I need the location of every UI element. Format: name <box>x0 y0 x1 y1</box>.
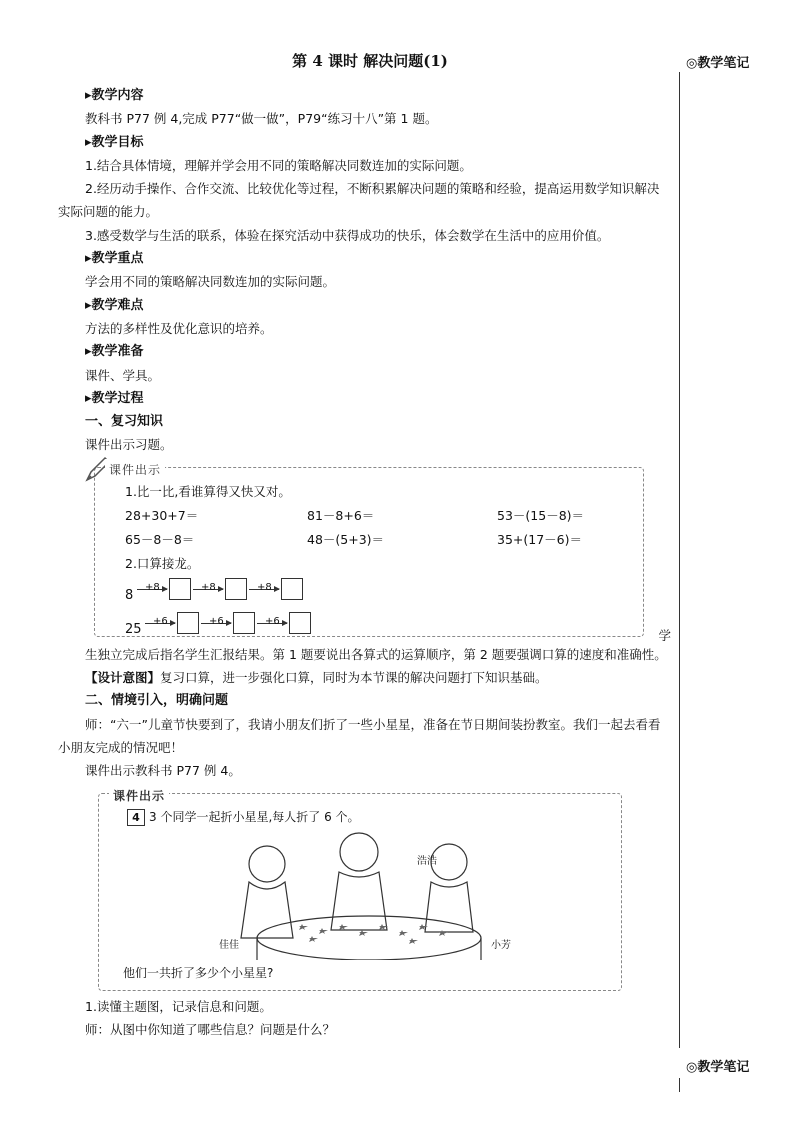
answer-box <box>289 612 311 634</box>
paragraph: 教科书 P77 例 4,完成 P77“做一做”，P79“练习十八”第 1 题。 <box>85 111 438 127</box>
expression: 48－(5+3)＝ <box>307 531 385 547</box>
section-heading: ▸教学内容 <box>85 88 144 103</box>
name-label: 小芳 <box>491 939 511 951</box>
arrow-icon: +6 <box>145 623 175 624</box>
answer-box <box>169 578 191 600</box>
mental-math-chain-1 <box>125 578 345 604</box>
paragraph: 学会用不同的策略解决同数连加的实际问题。 <box>85 274 336 290</box>
paragraph: 2.经历动手操作、合作交流、比较优化等过程，不断积累解决问题的策略和经验，提高运用数学知识解决实际问题的能力。 <box>58 181 660 220</box>
expression: 35+(17－6)＝ <box>497 531 582 547</box>
paragraph: 3.感受数学与生活的联系，体验在探究活动中获得成功的快乐，体会数学在生活中的应用价值。 <box>85 227 610 243</box>
arrow-icon: +8 <box>249 589 279 590</box>
paragraph: 方法的多样性及优化意识的培养。 <box>85 320 273 336</box>
name-label: 佳佳 <box>219 939 239 951</box>
section-heading: ▸教学重点 <box>85 251 144 267</box>
answer-box <box>281 578 303 600</box>
step-heading: 二、情境引入，明确问题 <box>85 693 229 709</box>
section-heading: ▸教学准备 <box>85 344 144 360</box>
notes-label-top: ◎教学笔记 <box>686 56 750 71</box>
section-heading: ▸教学目标 <box>85 134 144 150</box>
design-intent <box>58 666 670 689</box>
chain-start: 25 <box>125 621 142 637</box>
page-title: 第 4 课时 解决问题(1) <box>292 52 448 70</box>
problem-text: 3 个同学一起折小星星,每人折了 6 个。 <box>149 809 360 824</box>
design-text: 复习口算，进一步强化口算，同时为本节课的解决问题打下知识基础。 <box>160 670 548 686</box>
margin-divider <box>679 72 680 1048</box>
slide-tag: 课件出示 <box>105 459 165 482</box>
paragraph: 生独立完成后指名学生汇报结果。第 1 题要说出各算式的运算顺序，第 2 题要强调口算的速度和准确性。 <box>85 646 667 662</box>
paragraph: 课件出示教科书 P77 例 4。 <box>85 763 241 779</box>
mental-math-chain-2 <box>125 612 345 638</box>
paragraph: 课件、学具。 <box>85 367 161 383</box>
arrow-icon: +8 <box>137 589 167 590</box>
design-tag: 【设计意图】 <box>85 670 161 686</box>
paragraph: 1.读懂主题图，记录信息和问题。 <box>85 998 272 1014</box>
answer-box <box>225 578 247 600</box>
overflow-char: 学 <box>658 628 671 644</box>
name-label: 浩浩 <box>417 855 437 867</box>
paragraph: 师：“六一”儿童节快要到了，我请小朋友们折了一些小星星，准备在节日期间装扮教室。我们一起去看看小朋友完成的情况吧！ <box>58 716 661 755</box>
arrow-icon: +6 <box>201 623 231 624</box>
slide-box-review: 课件出示 1.比一比,看谁算得又快又对。 28+30+7＝ 81－8+6＝ 53－(15－8)＝ 65－8－8＝ 48－(5+3)＝ 35+(17－6)＝ 2.口算接龙。 8 +8 +8 +8 25 +6 +6 +6 学 <box>94 467 644 637</box>
slide-box-example <box>98 788 622 991</box>
arrow-icon: +6 <box>257 623 287 624</box>
section-heading: ▸教学难点 <box>85 297 144 313</box>
expression: 81－8+6＝ <box>307 507 375 523</box>
paragraph: 师：从图中你知道了哪些信息？问题是什么？ <box>85 1021 336 1037</box>
answer-box <box>233 612 255 634</box>
example-number: 4 <box>127 809 145 826</box>
section-heading: ▸教学过程 <box>85 390 144 406</box>
paragraph: 1.结合具体情境，理解并学会用不同的策略解决同数连加的实际问题。 <box>85 157 472 173</box>
margin-divider-bottom <box>679 1078 680 1092</box>
step-heading: 一、复习知识 <box>85 414 164 430</box>
expression: 65－8－8＝ <box>125 531 195 547</box>
slide-tag: 课件出示 <box>109 785 169 808</box>
arrow-icon: +8 <box>193 589 223 590</box>
problem-question: 他们一共折了多少个小星星? <box>123 965 274 980</box>
chain-start: 8 <box>125 587 134 603</box>
lesson-content <box>58 84 670 1041</box>
expression: 53－(15－8)＝ <box>497 507 585 523</box>
notes-label-bottom: ◎教学笔记 <box>686 1060 750 1075</box>
paragraph: 课件出示习题。 <box>85 437 173 453</box>
star-folding-illustration <box>209 826 509 960</box>
answer-box <box>177 612 199 634</box>
expression: 28+30+7＝ <box>125 507 199 523</box>
